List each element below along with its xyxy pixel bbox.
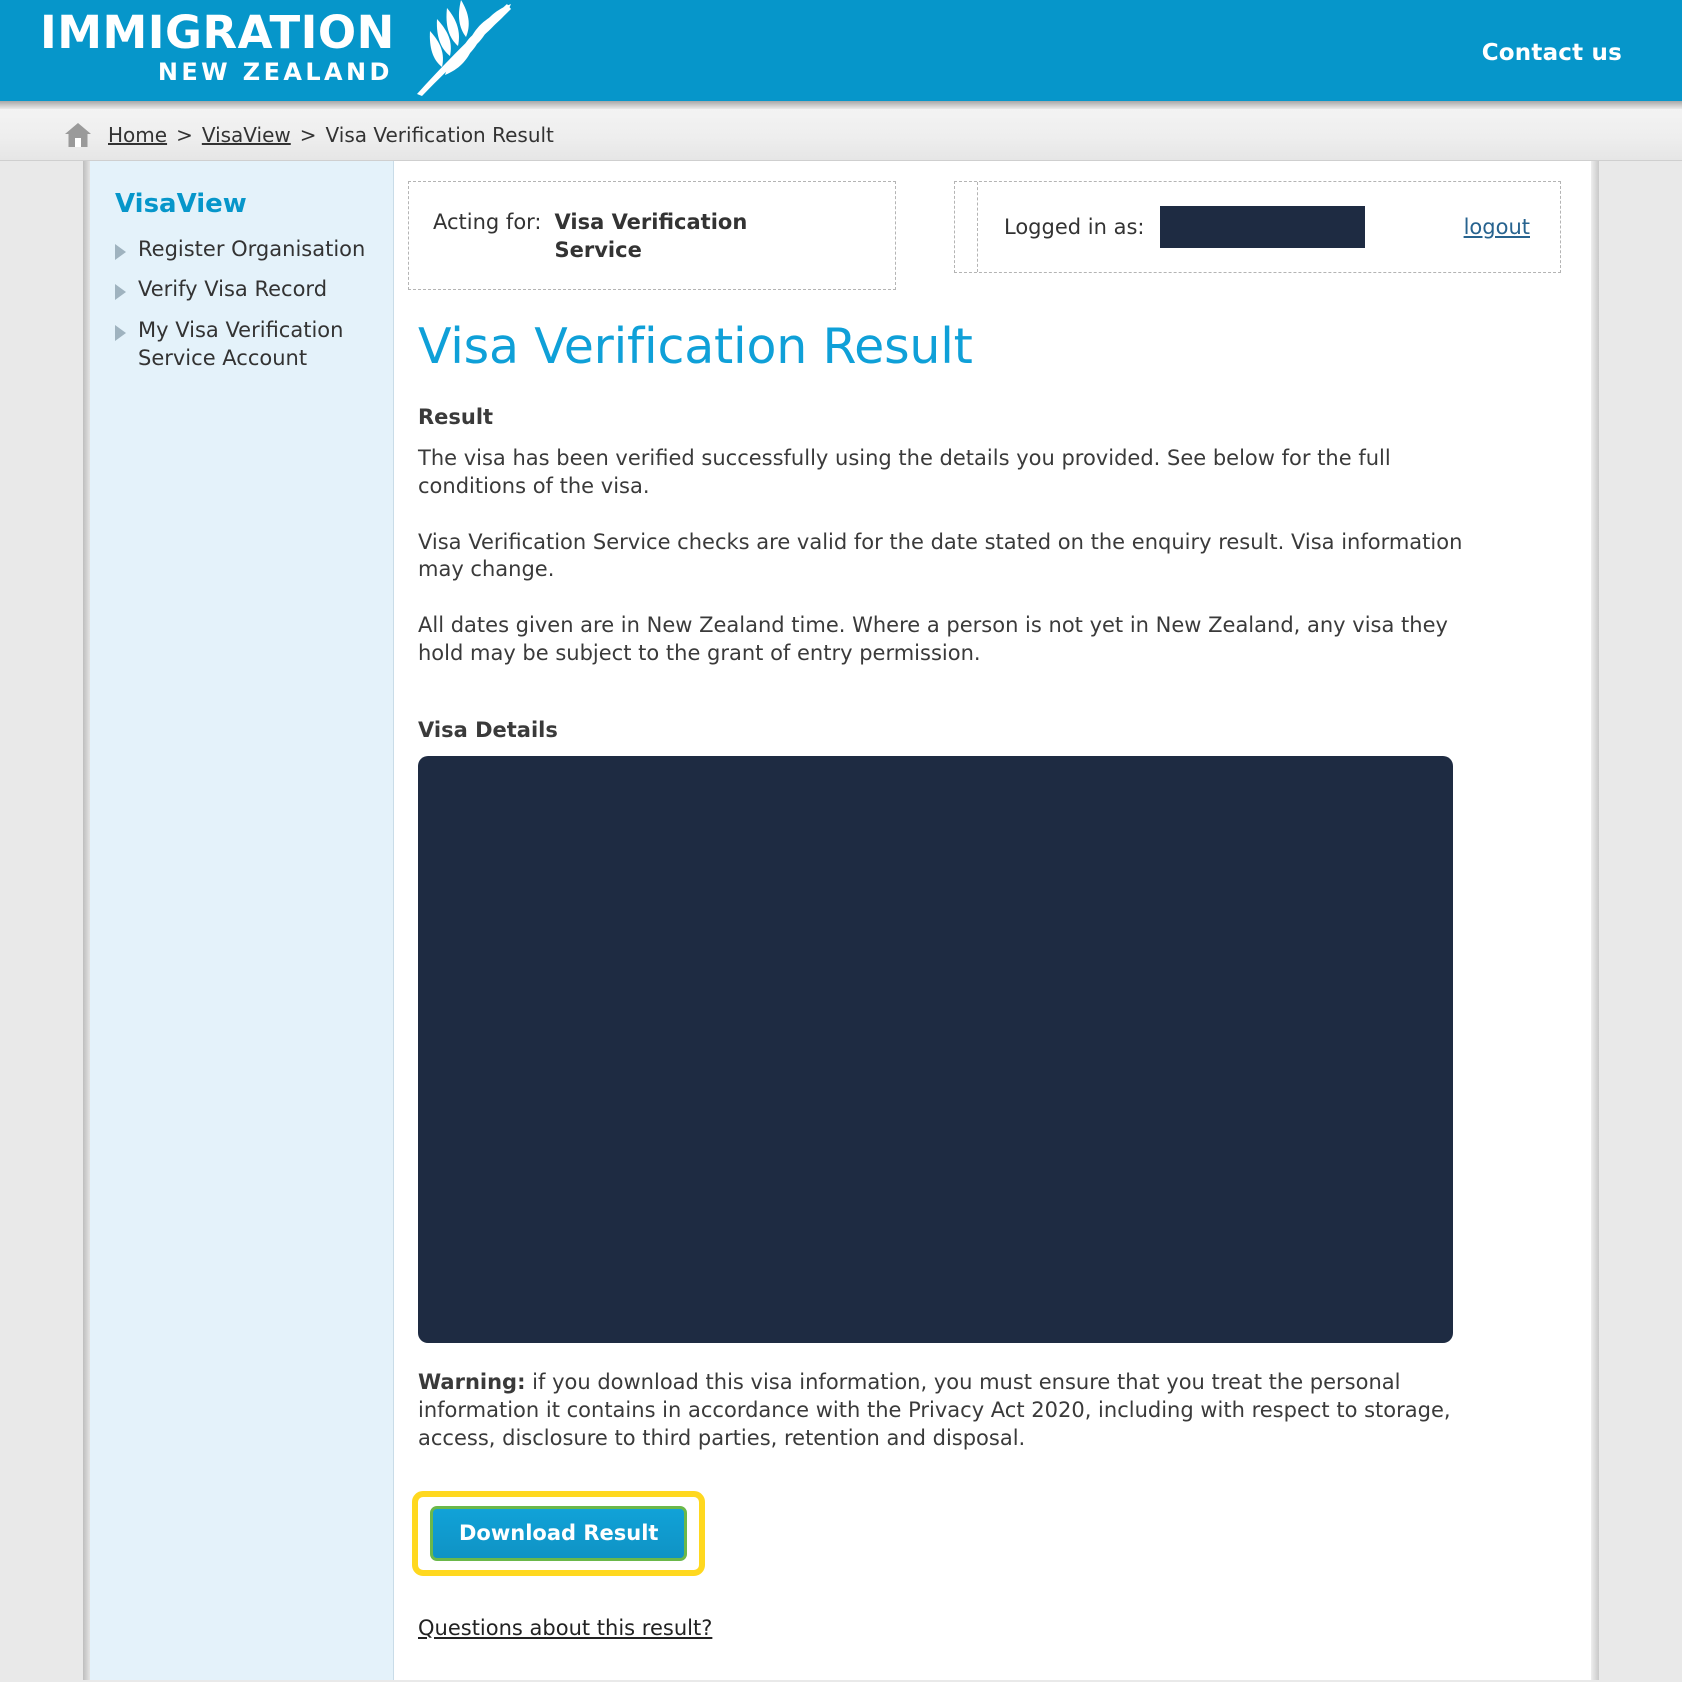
- breadcrumb-separator-2: >: [299, 122, 317, 147]
- breadcrumb-separator-1: >: [176, 122, 193, 147]
- logged-in-outer-box: [954, 181, 1561, 273]
- page-title: Visa Verification Result: [418, 317, 973, 375]
- logged-in-username-redacted: [1160, 206, 1365, 248]
- download-warning-text: [418, 1369, 1464, 1453]
- sidebar-item-verify-visa-record[interactable]: [115, 275, 373, 303]
- acting-for-value: Visa Verification Service: [554, 210, 748, 263]
- visa-details-redacted-panel: [418, 756, 1453, 1343]
- sidebar-title: VisaView: [115, 189, 247, 219]
- home-icon[interactable]: [64, 122, 92, 148]
- contact-us-link[interactable]: Contact us: [1481, 40, 1622, 66]
- sidebar-item-label: My Visa Verification Service Account: [138, 317, 344, 371]
- sidebar-item-register-organisation[interactable]: [115, 235, 373, 263]
- sidebar-item-label: Register Organisation: [138, 237, 366, 261]
- result-paragraph-3: All dates given are in New Zealand time. Where a person is not yet in New Zealand, any visa they hold may be subject to the grant of entry permission.: [418, 613, 1448, 666]
- breadcrumb-item-current: Visa Verification Result: [325, 122, 554, 147]
- chevron-right-icon: [115, 244, 126, 260]
- download-button-highlight: [412, 1491, 705, 1576]
- breadcrumb: [0, 109, 1682, 161]
- acting-for-label: Acting for:: [433, 210, 542, 234]
- brand-header: [0, 0, 1682, 101]
- logged-in-label: Logged in as:: [1004, 215, 1145, 239]
- result-heading: Result: [418, 404, 494, 429]
- logo-text: [40, 4, 395, 84]
- result-paragraph-2: Visa Verification Service checks are valid for the date stated on the enquiry result. Visa information may change.: [418, 529, 1463, 582]
- breadcrumb-item-home[interactable]: Home: [108, 122, 168, 147]
- questions-about-result-link[interactable]: Questions about this result?: [418, 1615, 713, 1640]
- session-bar: [408, 181, 1561, 290]
- main-content: [394, 161, 1599, 1680]
- acting-for-box: [408, 181, 896, 290]
- warning-body: if you download this visa information, you must ensure that you treat the personal information it contains in accordance with the Privacy Act 2020, including with respect to storage, access, disclosure to third parties, retention and disposal.: [418, 1370, 1451, 1451]
- result-paragraph-1: The visa has been verified successfully using the details you provided. See below for the full conditions of the visa.: [418, 445, 1391, 498]
- logo-line-immigration: IMMIGRATION: [40, 6, 395, 59]
- breadcrumb-item-visaview[interactable]: VisaView: [201, 122, 291, 147]
- page-frame: [83, 161, 1599, 1680]
- chevron-right-icon: [115, 325, 126, 341]
- logged-in-group: [1004, 206, 1365, 248]
- header-shadow: [0, 101, 1682, 109]
- page-edge-right: [1591, 161, 1599, 1680]
- logo-line-new-zealand: NEW ZEALAND: [157, 58, 393, 86]
- visa-details-heading: Visa Details: [418, 718, 558, 743]
- immigration-nz-logo: [40, 4, 533, 100]
- sidebar-item-my-visa-verification-service-account[interactable]: [115, 316, 373, 373]
- warning-label: Warning:: [418, 1370, 526, 1395]
- chevron-right-icon: [115, 284, 126, 300]
- logout-link[interactable]: logout: [1463, 215, 1530, 239]
- download-result-button[interactable]: Download Result: [430, 1506, 687, 1561]
- silver-fern-icon: [403, 0, 533, 100]
- sidebar-item-label: Verify Visa Record: [138, 277, 328, 302]
- sidebar: [83, 161, 394, 1680]
- page-edge-left: [83, 161, 90, 1680]
- logged-in-inner-box: [977, 182, 1560, 272]
